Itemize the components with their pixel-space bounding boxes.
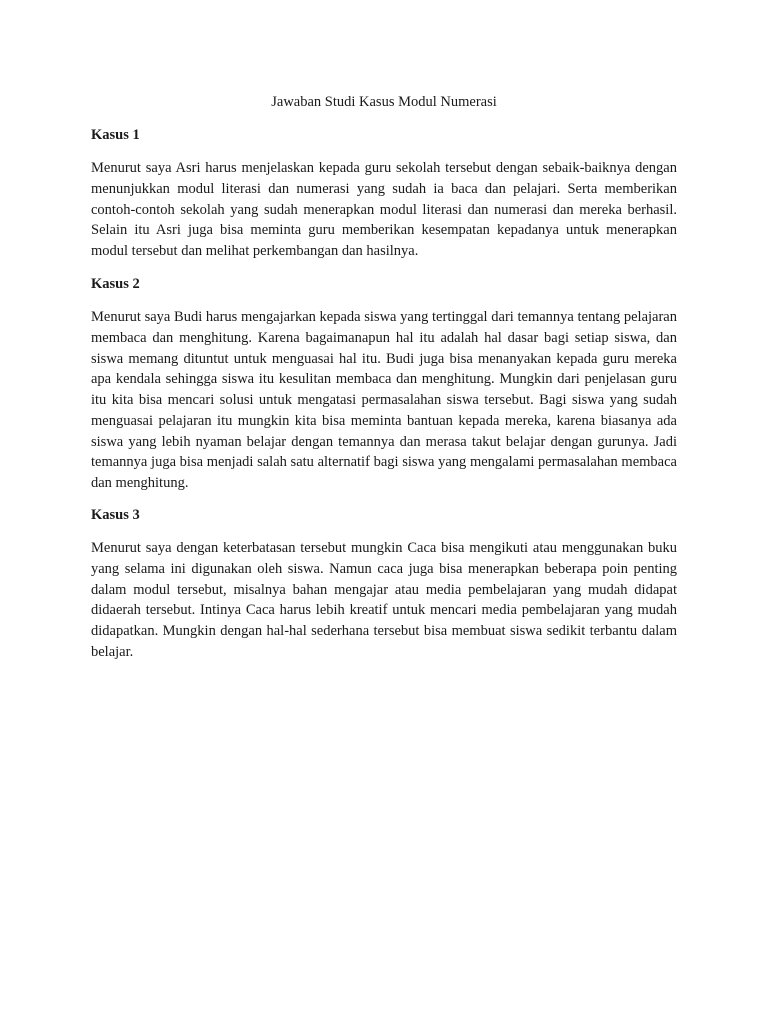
section-heading-kasus-3: Kasus 3 bbox=[91, 507, 140, 523]
section-heading-kasus-2: Kasus 2 bbox=[91, 276, 140, 292]
section-heading-kasus-1: Kasus 1 bbox=[91, 127, 140, 143]
section-body-kasus-2: Menurut saya Budi harus mengajarkan kepada siswa yang tertinggal dari temannya tentang pelajaran membaca dan menghitung. Karena bagaimanapun hal itu adalah hal dasar bagi setiap siswa, dan siswa memang dituntut untuk menguasai hal itu. Budi juga bisa menanyakan kepada guru mereka apa kendala sehingga siswa itu kesulitan membaca dan menghitung. Mungkin dari penjelasan guru itu kita bisa mencari solusi untuk mengatasi permasalahan siswa tersebut. Bagi siswa yang sudah menguasai pelajaran itu mungkin kita bisa meminta bantuan kepada mereka, karena biasanya ada siswa yang lebih nyaman belajar dengan temannya dan merasa takut belajar dengan gurunya. Jadi temannya juga bisa menjadi salah satu alternatif bagi siswa yang mengalami permasalahan membaca dan menghitung. bbox=[91, 309, 677, 491]
section-body-kasus-1: Menurut saya Asri harus menjelaskan kepada guru sekolah tersebut dengan sebaik-baiknya dengan menunjukkan modul literasi dan numerasi yang sudah ia baca dan pelajari. Serta memberikan contoh-contoh sekolah yang sudah menerapkan modul literasi dan numerasi dan mereka berhasil. Selain itu Asri juga bisa meminta guru memberikan kesempatan kepadanya untuk menerapkan modul tersebut dan melihat perkembangan dan hasilnya. bbox=[91, 160, 677, 259]
section-body-kasus-3: Menurut saya dengan keterbatasan tersebut mungkin Caca bisa mengikuti atau menggunakan buku yang selama ini digunakan oleh siswa. Namun caca juga bisa menerapkan beberapa poin penting dalam modul tersebut, misalnya bahan mengajar atau media pembelajaran yang mudah didapat didaerah tersebut. Intinya Caca harus lebih kreatif untuk mencari media pembelajaran yang mudah didapatkan. Mungkin dengan hal-hal sederhana tersebut bisa membuat siswa sedikit terbantu dalam belajar. bbox=[91, 540, 677, 660]
document-title: Jawaban Studi Kasus Modul Numerasi bbox=[271, 94, 497, 110]
